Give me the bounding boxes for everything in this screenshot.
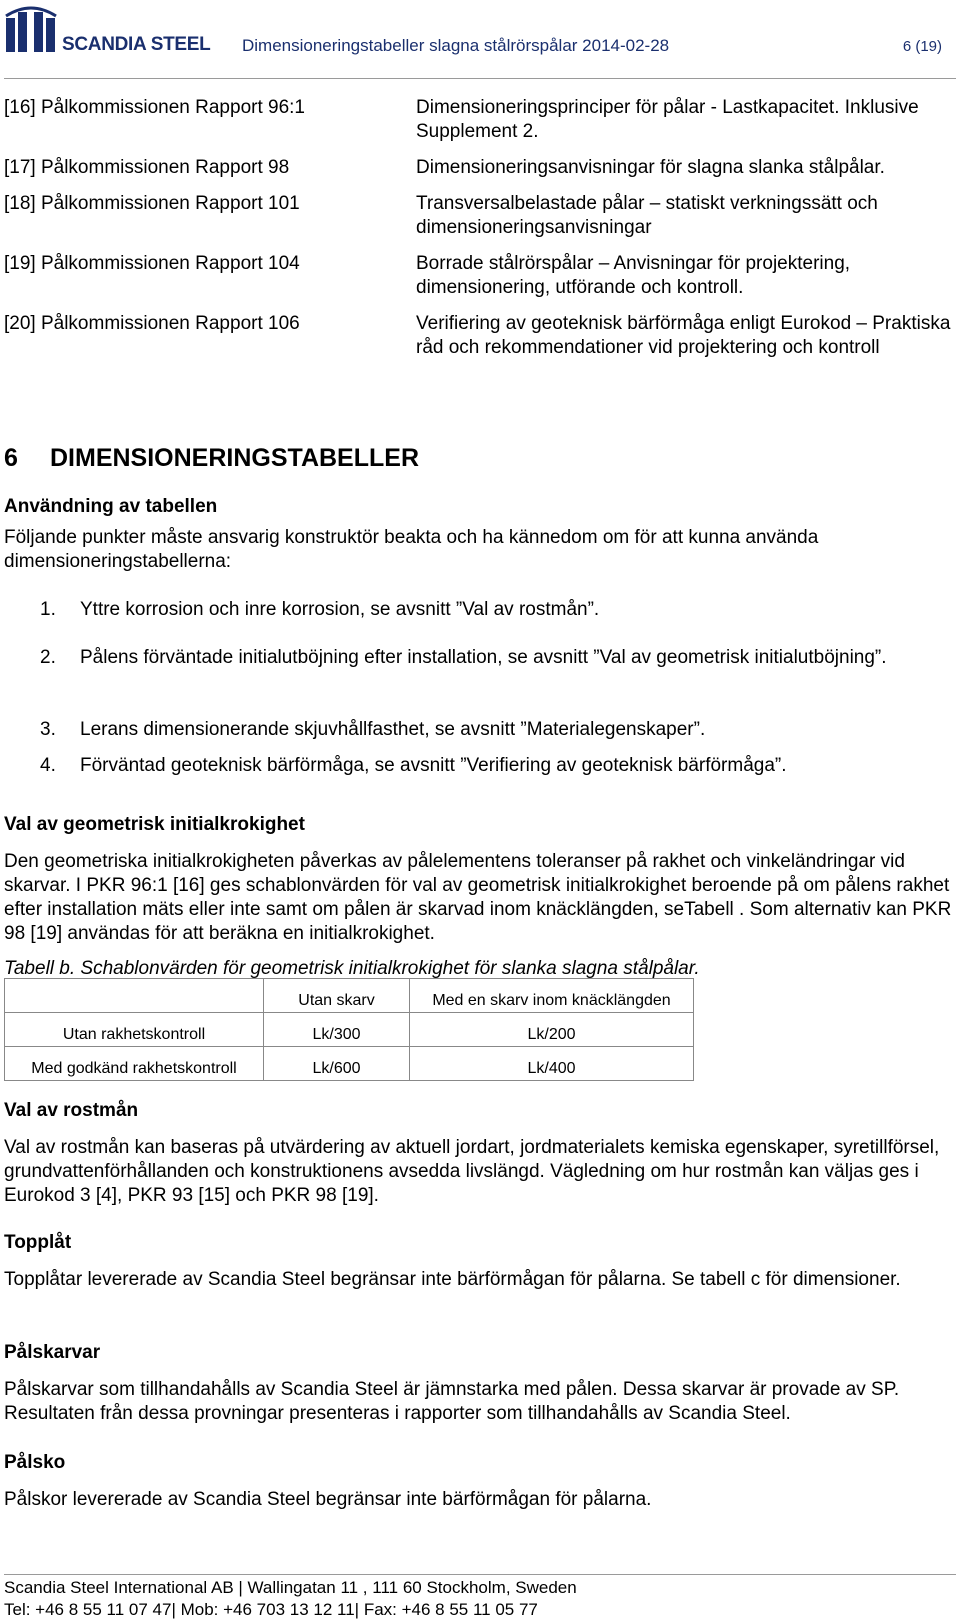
reference-key: [17] Pålkommissionen Rapport 98	[4, 157, 290, 178]
footer-divider	[4, 1574, 956, 1575]
reference-value: Dimensioneringsprinciper för pålar - Lastkapacitet. Inklusive Supplement 2.	[416, 97, 919, 142]
reference-value: Borrade stålrörspålar – Anvisningar för projektering, dimensionering, utförande och kontroll.	[416, 253, 851, 298]
table-row	[5, 1047, 694, 1081]
page-header	[0, 0, 960, 80]
topplat-heading: Topplåt	[4, 1232, 72, 1253]
table-row	[5, 1013, 694, 1047]
header-divider	[4, 78, 956, 79]
reference-key: [19] Pålkommissionen Rapport 104	[4, 253, 300, 274]
list-number: 4.	[40, 755, 56, 776]
list-number: 3.	[40, 719, 56, 740]
logo-text: SCANDIA STEEL	[62, 34, 211, 55]
reference-key: [16] Pålkommissionen Rapport 96:1	[4, 97, 305, 118]
initial-crookedness-table	[4, 978, 694, 1081]
reference-value: Verifiering av geoteknisk bärförmåga enligt Eurokod – Praktiska råd och rekommendationer vid projektering och kontroll	[416, 313, 951, 358]
reference-value: Dimensioneringsanvisningar för slagna slanka stålpålar.	[416, 157, 885, 178]
palskarvar-paragraph: Pålskarvar som tillhandahålls av Scandia Steel är jämnstarka med pålen. Dessa skarvar är provade av SP. Resultaten från dessa provningar presenteras i rapporter som tillhandahålls av Scandia Steel.	[4, 1379, 900, 1424]
table-cell: Med godkänd rakhetskontroll	[5, 1047, 264, 1081]
palsko-paragraph: Pålskor levererade av Scandia Steel begränsar inte bärförmågan för pålarna.	[4, 1489, 652, 1510]
list-text: Pålens förväntade initialutböjning efter installation, se avsnitt ”Val av geometrisk initialutböjning”.	[80, 647, 887, 668]
table-header-cell: Med en skarv inom knäcklängden	[410, 979, 694, 1013]
table-cell: Lk/600	[264, 1047, 410, 1081]
table-cell: Lk/300	[264, 1013, 410, 1047]
table-caption: Tabell b. Schablonvärden för geometrisk initialkrokighet för slanka slagna stålpålar.	[4, 958, 700, 979]
list-number: 1.	[40, 599, 56, 620]
usage-intro: Följande punkter måste ansvarig konstruktör beakta och ha kännedom om för att kunna använda dimensioneringstabellerna:	[4, 527, 819, 572]
reference-key: [20] Pålkommissionen Rapport 106	[4, 313, 300, 334]
section-title: DIMENSIONERINGSTABELLER	[50, 444, 419, 472]
table-header-cell	[5, 979, 264, 1013]
table-header-row	[5, 979, 694, 1013]
table-cell: Lk/200	[410, 1013, 694, 1047]
list-text: Förväntad geoteknisk bärförmåga, se avsnitt ”Verifiering av geoteknisk bärförmåga”.	[80, 755, 787, 776]
geometric-paragraph: Den geometriska initialkrokigheten påverkas av pålelementens toleranser på rakhet och vinkeländringar vid skarvar. I PKR 96:1 [16] ges schablonvärden för val av geometrisk initialkrokighet beroende på om pålens rakhet efter installation mäts eller inte samt om pålen är skarvad inom knäcklängden, seTabell . Som alternativ kan PKR 98 [19] användas för att beräkna en initialkrokighet.	[4, 851, 952, 944]
list-text: Lerans dimensionerande skjuvhållfasthet, se avsnitt ”Materialegenskaper”.	[80, 719, 706, 740]
topplat-paragraph: Topplåtar levererade av Scandia Steel begränsar inte bärförmågan för pålarna. Se tabell c för dimensioner.	[4, 1269, 901, 1290]
reference-key: [18] Pålkommissionen Rapport 101	[4, 193, 300, 214]
scandia-steel-logo	[4, 2, 224, 62]
rust-heading: Val av rostmån	[4, 1100, 139, 1121]
logo-mark-icon	[4, 2, 58, 54]
list-text: Yttre korrosion och inre korrosion, se avsnitt ”Val av rostmån”.	[80, 599, 600, 620]
geometric-heading: Val av geometrisk initialkrokighet	[4, 814, 305, 835]
list-number: 2.	[40, 647, 56, 668]
footer-address: Scandia Steel International AB | Wallingatan 11 , 111 60 Stockholm, Sweden	[4, 1578, 577, 1597]
palskarvar-heading: Pålskarvar	[4, 1342, 101, 1363]
reference-value: Transversalbelastade pålar – statiskt verkningssätt och dimensioneringsanvisningar	[416, 193, 878, 238]
document-title: Dimensioneringstabeller slagna stålrörspålar 2014-02-28	[242, 36, 670, 55]
footer-contact: Tel: +46 8 55 11 07 47| Mob: +46 703 13 12 11| Fax: +46 8 55 11 05 77	[4, 1600, 538, 1619]
table-cell: Utan rakhetskontroll	[5, 1013, 264, 1047]
section-number: 6	[4, 444, 18, 472]
table-cell: Lk/400	[410, 1047, 694, 1081]
table-header-cell: Utan skarv	[264, 979, 410, 1013]
page-number: 6 (19)	[902, 38, 942, 55]
section-heading	[4, 444, 419, 473]
palsko-heading: Pålsko	[4, 1452, 66, 1473]
rust-paragraph: Val av rostmån kan baseras på utvärdering av aktuell jordart, jordmaterialets kemiska egenskaper, syretillförsel, grundvattenförhållanden och konstruktionens avsedda livslängd. Vägledning om hur rostmån kan väljas ges i Eurokod 3 [4], PKR 93 [15] och PKR 98 [19].	[4, 1137, 940, 1206]
usage-heading: Användning av tabellen	[4, 496, 218, 517]
